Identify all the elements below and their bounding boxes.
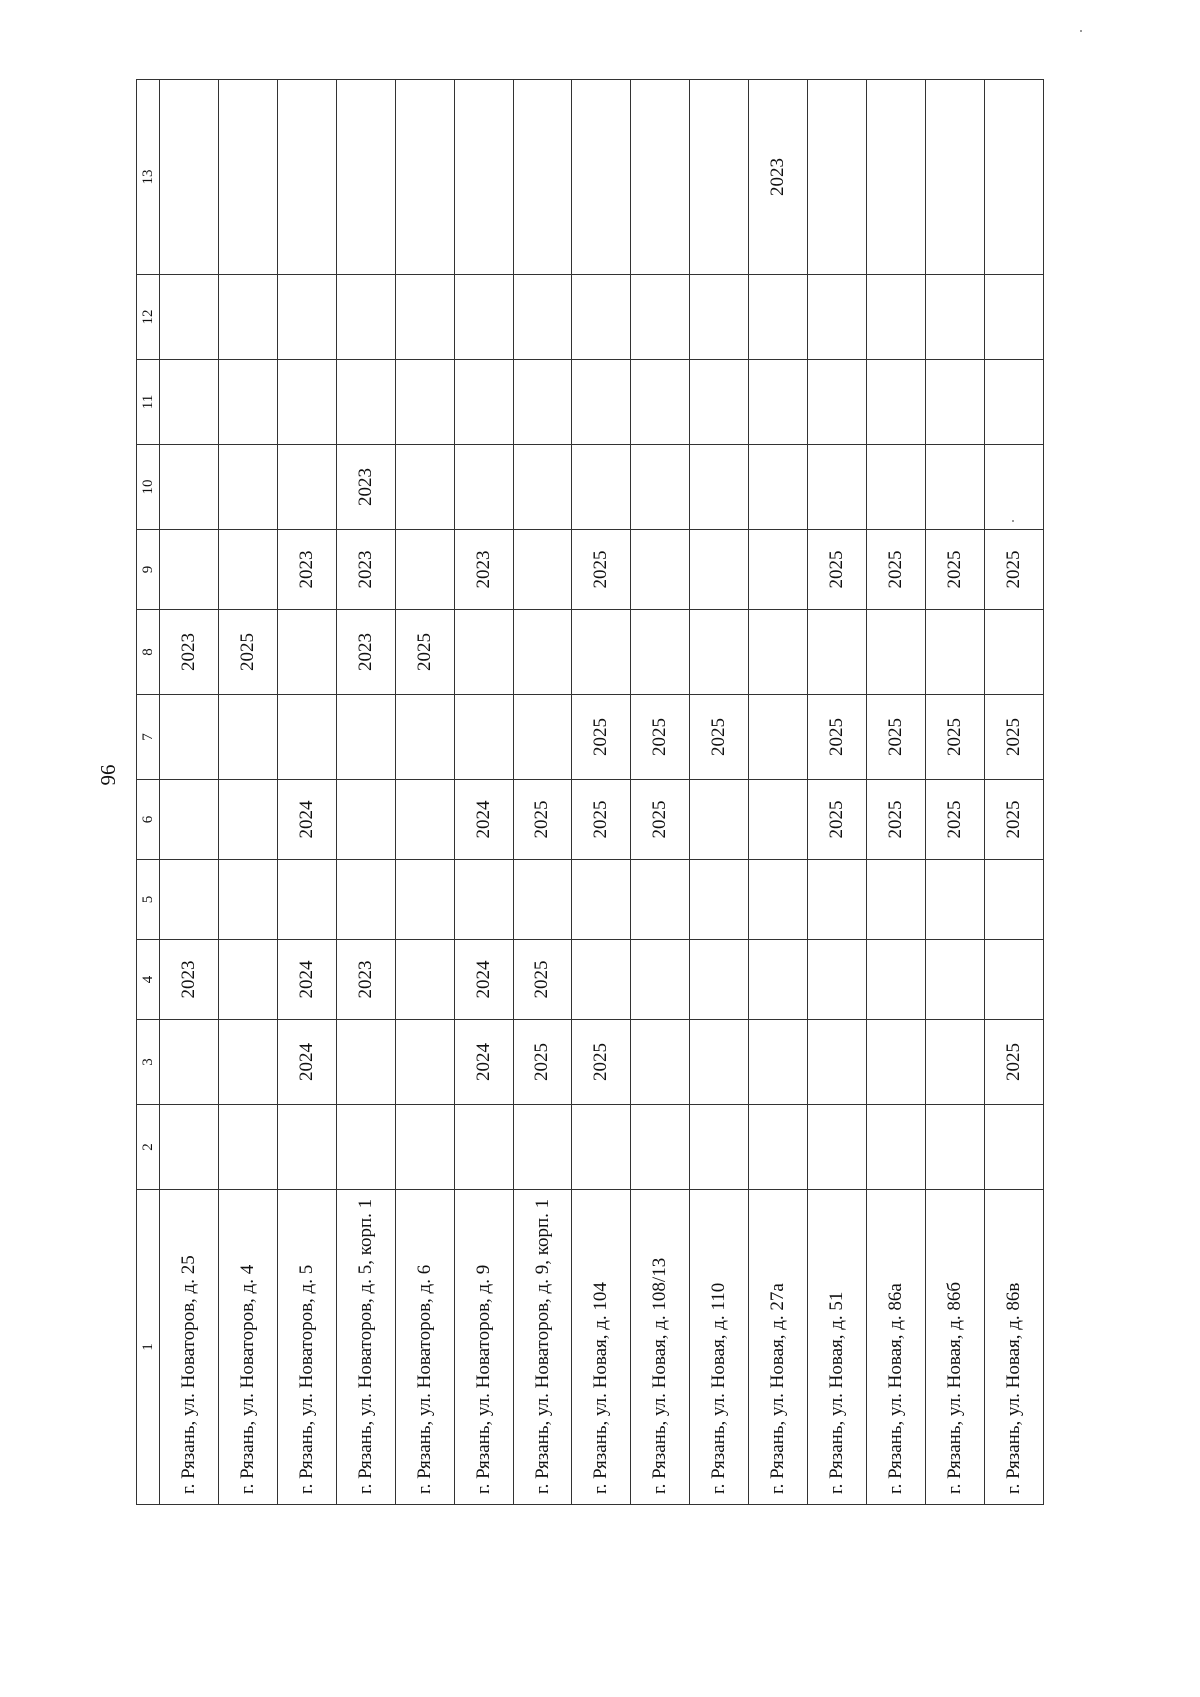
year-cell-col-12: [572, 275, 631, 360]
table-row: [454, 80, 513, 1505]
address-cell: г. Рязань, ул. Новаторов, д. 4: [218, 1190, 277, 1505]
year-cell-col-11: [454, 360, 513, 445]
year-cell-col-6: [336, 780, 395, 860]
year-cell-col-4: [749, 940, 808, 1020]
year-cell-col-10: [984, 445, 1043, 530]
address-cell: г. Рязань, ул. Новая, д. 27а: [749, 1190, 808, 1505]
year-cell-col-10: [690, 445, 749, 530]
year-cell-col-7: [395, 695, 454, 780]
year-cell-col-12: [218, 275, 277, 360]
year-cell-col-9: [513, 530, 572, 610]
year-cell-col-4: [218, 940, 277, 1020]
year-cell-col-13: [808, 80, 867, 275]
year-cell-col-2: [690, 1105, 749, 1190]
year-cell-col-3: 2025: [513, 1020, 572, 1105]
table-row: [395, 80, 454, 1505]
year-cell-col-12: [984, 275, 1043, 360]
year-cell-col-5: [572, 860, 631, 940]
column-header-8: 8: [137, 610, 160, 695]
year-cell-col-11: [808, 360, 867, 445]
table-row: [160, 80, 219, 1505]
year-cell-col-5: [395, 860, 454, 940]
year-cell-col-6: 2025: [631, 780, 690, 860]
address-cell: г. Рязань, ул. Новая, д. 86а: [867, 1190, 926, 1505]
year-cell-col-13: [984, 80, 1043, 275]
year-cell-col-6: 2024: [277, 780, 336, 860]
year-cell-col-13: [277, 80, 336, 275]
year-cell-col-12: [277, 275, 336, 360]
year-cell-col-3: [160, 1020, 219, 1105]
year-cell-col-13: [690, 80, 749, 275]
year-cell-col-7: [749, 695, 808, 780]
table-row: [749, 80, 808, 1505]
year-cell-col-8: [984, 610, 1043, 695]
year-cell-col-11: [277, 360, 336, 445]
year-cell-col-10: [277, 445, 336, 530]
year-cell-col-6: [690, 780, 749, 860]
year-cell-col-13: [572, 80, 631, 275]
year-cell-col-9: 2023: [277, 530, 336, 610]
year-cell-col-12: [808, 275, 867, 360]
year-cell-col-7: [336, 695, 395, 780]
year-cell-col-8: [277, 610, 336, 695]
year-cell-col-12: [513, 275, 572, 360]
column-header-1: 1: [137, 1190, 160, 1505]
table-row: [572, 80, 631, 1505]
year-cell-col-8: [925, 610, 984, 695]
year-cell-col-10: [395, 445, 454, 530]
column-header-5: 5: [137, 860, 160, 940]
year-cell-col-3: [690, 1020, 749, 1105]
year-cell-col-3: [749, 1020, 808, 1105]
year-cell-col-4: 2024: [277, 940, 336, 1020]
year-cell-col-6: [749, 780, 808, 860]
year-cell-col-6: [218, 780, 277, 860]
year-cell-col-6: 2025: [867, 780, 926, 860]
year-cell-col-9: [690, 530, 749, 610]
table-row: [984, 80, 1043, 1505]
year-cell-col-7: 2025: [808, 695, 867, 780]
year-cell-col-5: [336, 860, 395, 940]
year-cell-col-13: [867, 80, 926, 275]
column-header-3: 3: [137, 1020, 160, 1105]
year-cell-col-2: [572, 1105, 631, 1190]
year-cell-col-7: 2025: [631, 695, 690, 780]
year-cell-col-7: [160, 695, 219, 780]
year-cell-col-2: [336, 1105, 395, 1190]
year-cell-col-3: 2025: [572, 1020, 631, 1105]
year-cell-col-11: [749, 360, 808, 445]
year-cell-col-9: [160, 530, 219, 610]
year-cell-col-13: [925, 80, 984, 275]
year-cell-col-7: 2025: [984, 695, 1043, 780]
year-cell-col-8: [631, 610, 690, 695]
year-cell-col-5: [513, 860, 572, 940]
year-cell-col-9: [631, 530, 690, 610]
year-cell-col-8: 2025: [218, 610, 277, 695]
year-cell-col-5: [808, 860, 867, 940]
address-cell: г. Рязань, ул. Новая, д. 110: [690, 1190, 749, 1505]
address-cell: г. Рязань, ул. Новаторов, д. 9: [454, 1190, 513, 1505]
year-cell-col-2: [925, 1105, 984, 1190]
year-cell-col-13: [395, 80, 454, 275]
year-cell-col-3: [218, 1020, 277, 1105]
year-cell-col-2: [749, 1105, 808, 1190]
year-cell-col-8: [808, 610, 867, 695]
year-cell-col-13: [454, 80, 513, 275]
year-cell-col-7: 2025: [572, 695, 631, 780]
year-cell-col-8: 2025: [395, 610, 454, 695]
year-cell-col-3: [925, 1020, 984, 1105]
year-cell-col-5: [160, 860, 219, 940]
year-cell-col-8: [749, 610, 808, 695]
address-cell: г. Рязань, ул. Новаторов, д. 6: [395, 1190, 454, 1505]
address-cell: г. Рязань, ул. Новаторов, д. 25: [160, 1190, 219, 1505]
year-cell-col-4: 2025: [513, 940, 572, 1020]
year-cell-col-4: 2023: [336, 940, 395, 1020]
year-cell-col-7: 2025: [867, 695, 926, 780]
year-cell-col-2: [160, 1105, 219, 1190]
year-cell-col-8: [454, 610, 513, 695]
year-cell-col-5: [749, 860, 808, 940]
table-body: [137, 80, 1044, 1505]
column-header-7: 7: [137, 695, 160, 780]
schedule-table-container: [136, 100, 1044, 1505]
year-cell-col-3: [808, 1020, 867, 1105]
address-cell: г. Рязань, ул. Новая, д. 86в: [984, 1190, 1043, 1505]
column-header-13: 13: [137, 80, 160, 275]
year-cell-col-12: [631, 275, 690, 360]
scan-speck: [1080, 30, 1082, 32]
year-cell-col-2: [277, 1105, 336, 1190]
year-cell-col-11: [631, 360, 690, 445]
column-header-6: 6: [137, 780, 160, 860]
year-cell-col-11: [160, 360, 219, 445]
year-cell-col-9: [749, 530, 808, 610]
year-cell-col-11: [336, 360, 395, 445]
year-cell-col-7: 2025: [690, 695, 749, 780]
year-cell-col-9: 2025: [867, 530, 926, 610]
year-cell-col-7: 2025: [925, 695, 984, 780]
year-cell-col-12: [867, 275, 926, 360]
year-cell-col-4: [984, 940, 1043, 1020]
year-cell-col-6: 2025: [808, 780, 867, 860]
address-cell: г. Рязань, ул. Новая, д. 51: [808, 1190, 867, 1505]
year-cell-col-8: [867, 610, 926, 695]
year-cell-col-11: [690, 360, 749, 445]
year-cell-col-3: [867, 1020, 926, 1105]
year-cell-col-7: [218, 695, 277, 780]
year-cell-col-6: 2025: [984, 780, 1043, 860]
year-cell-col-13: 2023: [749, 80, 808, 275]
year-cell-col-9: 2023: [454, 530, 513, 610]
year-cell-col-11: [984, 360, 1043, 445]
year-cell-col-10: 2023: [336, 445, 395, 530]
year-cell-col-13: [336, 80, 395, 275]
table-header-row: [137, 80, 160, 1505]
year-cell-col-4: [925, 940, 984, 1020]
year-cell-col-11: [925, 360, 984, 445]
year-cell-col-11: [395, 360, 454, 445]
year-cell-col-7: [277, 695, 336, 780]
schedule-table: [136, 79, 1044, 1505]
year-cell-col-4: 2024: [454, 940, 513, 1020]
address-cell: г. Рязань, ул. Новаторов, д. 9, корп. 1: [513, 1190, 572, 1505]
year-cell-col-2: [808, 1105, 867, 1190]
year-cell-col-9: 2025: [572, 530, 631, 610]
year-cell-col-13: [513, 80, 572, 275]
year-cell-col-10: [454, 445, 513, 530]
year-cell-col-10: [925, 445, 984, 530]
address-cell: г. Рязань, ул. Новая, д. 108/13: [631, 1190, 690, 1505]
year-cell-col-5: [690, 860, 749, 940]
year-cell-col-4: [631, 940, 690, 1020]
year-cell-col-4: [690, 940, 749, 1020]
year-cell-col-7: [513, 695, 572, 780]
year-cell-col-3: [395, 1020, 454, 1105]
year-cell-col-2: [454, 1105, 513, 1190]
address-cell: г. Рязань, ул. Новая, д. 86б: [925, 1190, 984, 1505]
year-cell-col-10: [572, 445, 631, 530]
table-row: [631, 80, 690, 1505]
year-cell-col-3: [336, 1020, 395, 1105]
address-cell: г. Рязань, ул. Новаторов, д. 5: [277, 1190, 336, 1505]
year-cell-col-6: 2025: [925, 780, 984, 860]
year-cell-col-13: [218, 80, 277, 275]
year-cell-col-12: [749, 275, 808, 360]
address-cell: г. Рязань, ул. Новаторов, д. 5, корп. 1: [336, 1190, 395, 1505]
year-cell-col-11: [513, 360, 572, 445]
year-cell-col-12: [690, 275, 749, 360]
year-cell-col-3: 2024: [454, 1020, 513, 1105]
year-cell-col-9: [395, 530, 454, 610]
year-cell-col-13: [160, 80, 219, 275]
year-cell-col-3: 2025: [984, 1020, 1043, 1105]
year-cell-col-10: [749, 445, 808, 530]
year-cell-col-4: 2023: [160, 940, 219, 1020]
year-cell-col-5: [218, 860, 277, 940]
column-header-12: 12: [137, 275, 160, 360]
year-cell-col-12: [454, 275, 513, 360]
year-cell-col-4: [808, 940, 867, 1020]
column-header-4: 4: [137, 940, 160, 1020]
column-header-9: 9: [137, 530, 160, 610]
table-row: [808, 80, 867, 1505]
year-cell-col-12: [395, 275, 454, 360]
year-cell-col-10: [513, 445, 572, 530]
year-cell-col-11: [867, 360, 926, 445]
year-cell-col-2: [867, 1105, 926, 1190]
year-cell-col-12: [925, 275, 984, 360]
year-cell-col-6: 2025: [513, 780, 572, 860]
column-header-10: 10: [137, 445, 160, 530]
year-cell-col-6: 2025: [572, 780, 631, 860]
year-cell-col-11: [572, 360, 631, 445]
year-cell-col-2: [984, 1105, 1043, 1190]
year-cell-col-5: [925, 860, 984, 940]
year-cell-col-13: [631, 80, 690, 275]
table-row: [277, 80, 336, 1505]
year-cell-col-11: [218, 360, 277, 445]
year-cell-col-5: [631, 860, 690, 940]
year-cell-col-10: [808, 445, 867, 530]
address-cell: г. Рязань, ул. Новая, д. 104: [572, 1190, 631, 1505]
table-row: [925, 80, 984, 1505]
year-cell-col-10: [631, 445, 690, 530]
page-number: 96: [96, 764, 120, 786]
year-cell-col-3: [631, 1020, 690, 1105]
year-cell-col-5: [277, 860, 336, 940]
table-row: [218, 80, 277, 1505]
year-cell-col-4: [572, 940, 631, 1020]
column-header-11: 11: [137, 360, 160, 445]
table-row: [336, 80, 395, 1505]
year-cell-col-8: [513, 610, 572, 695]
year-cell-col-2: [631, 1105, 690, 1190]
year-cell-col-6: [160, 780, 219, 860]
year-cell-col-9: [218, 530, 277, 610]
year-cell-col-8: [690, 610, 749, 695]
year-cell-col-10: [867, 445, 926, 530]
year-cell-col-6: [395, 780, 454, 860]
year-cell-col-6: 2024: [454, 780, 513, 860]
year-cell-col-5: [867, 860, 926, 940]
scan-speck: [1012, 520, 1014, 522]
year-cell-col-7: [454, 695, 513, 780]
table-row: [513, 80, 572, 1505]
year-cell-col-10: [218, 445, 277, 530]
year-cell-col-12: [160, 275, 219, 360]
year-cell-col-2: [513, 1105, 572, 1190]
column-header-2: 2: [137, 1105, 160, 1190]
year-cell-col-12: [336, 275, 395, 360]
year-cell-col-8: 2023: [160, 610, 219, 695]
year-cell-col-10: [160, 445, 219, 530]
table-row: [690, 80, 749, 1505]
year-cell-col-8: 2023: [336, 610, 395, 695]
table-row: [867, 80, 926, 1505]
year-cell-col-9: 2025: [808, 530, 867, 610]
year-cell-col-9: 2023: [336, 530, 395, 610]
year-cell-col-3: 2024: [277, 1020, 336, 1105]
year-cell-col-9: 2025: [925, 530, 984, 610]
year-cell-col-2: [218, 1105, 277, 1190]
year-cell-col-2: [395, 1105, 454, 1190]
year-cell-col-8: [572, 610, 631, 695]
year-cell-col-9: 2025: [984, 530, 1043, 610]
year-cell-col-4: [867, 940, 926, 1020]
year-cell-col-5: [454, 860, 513, 940]
year-cell-col-4: [395, 940, 454, 1020]
year-cell-col-5: [984, 860, 1043, 940]
